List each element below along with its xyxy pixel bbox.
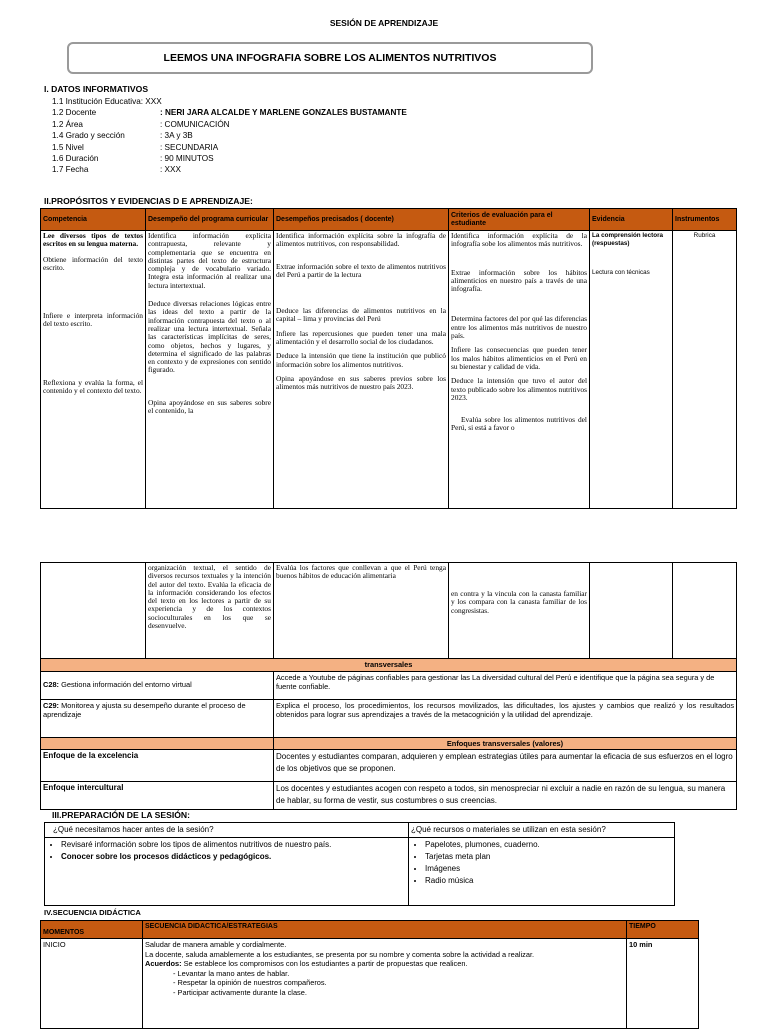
momento-cell: INICIO	[41, 939, 143, 1029]
table-row	[41, 699, 737, 737]
criterios-cell	[449, 563, 590, 659]
criterio-text: Evalúa sobre los alimentos nutritivos del Perú, si está a favor o	[451, 415, 587, 433]
desempeno-text: organización textual, el sentido de diversos recursos textuales y la intención del autor del texto. Evalúa la eficacia de la información considerando los efectos del texto en los lectores a partir de su experiencia y de los contextos socioculturales en los que se desenvuelve.	[148, 563, 271, 631]
competencia-cell	[41, 231, 146, 509]
datos-row	[52, 153, 552, 164]
table-header-row	[41, 209, 737, 231]
criterios-cell	[449, 231, 590, 509]
evidencia-cell	[590, 563, 673, 659]
datos-label: 1.4 Grado y sección	[52, 131, 125, 141]
table-row	[41, 750, 737, 782]
list-item: • Tarjetas meta plan	[425, 851, 672, 863]
preparacion-heading: III.PREPARACIÓN DE LA SESIÓN:	[52, 810, 190, 820]
header-instrumentos: Instrumentos	[673, 209, 737, 231]
desempeno-programa-cell	[146, 231, 274, 509]
desempeno-text: Deduce diversas relaciones lógicas entre las ideas del texto a partir de la información contrapuesta del texto o al realizar una lectura intertextual. Señala las características implícitas de seres, como objetos, hechos y lugares, y determina el significado de las palabras en contexto y de expresiones con sentido figurado.	[148, 299, 271, 375]
competencia-item: Infiere e interpreta información del texto escrito.	[43, 311, 143, 329]
datos-row	[52, 164, 552, 175]
enfoques-heading: Enfoques transversales (valores)	[274, 737, 737, 750]
datos-row	[52, 107, 552, 118]
list-item: - Levantar la mano antes de hablar.	[173, 969, 624, 979]
transversales-heading: transversales	[41, 659, 737, 672]
criterio-text: Identifica información explícita de la infografía sobe los alimentos más nutritivos.	[451, 231, 587, 249]
datos-value: : NERI JARA ALCALDE Y MARLENE GONZALES BUSTAMANTE	[160, 108, 407, 118]
list-item: • Conocer sobre los procesos didácticos y pedagógicos.	[61, 851, 406, 863]
enfoque-label: Enfoque de la excelencia	[41, 750, 274, 782]
datos-row	[52, 142, 552, 153]
evidencia-cell	[590, 231, 673, 509]
propositos-heading: II.PROPÓSITOS Y EVIDENCIAS D E APRENDIZAJE:	[44, 196, 253, 206]
datos-label: 1.2 Área	[52, 119, 83, 129]
criterio-text: Deduce la intensión que tuvo el autor del texto publicado sobre los alimentos nutritivos 2023.	[451, 376, 587, 402]
table-row	[41, 671, 737, 699]
acuerdos-label: Acuerdos:	[145, 959, 182, 968]
secuencia-cell	[143, 939, 627, 1029]
competencia-item: Obtiene información del texto escrito.	[43, 254, 143, 272]
desempeno-text: Identifica información explícita contrapuesta, relevante y complementaria que se encuentra en distintas partes del texto de estructura compleja y de vocabulario variado. Integra esta información al realizar una lectura intertextual.	[148, 231, 271, 290]
criterio-text: Extrae información sobre los hábitos alimenticios en nuestro país a través de una infografía.	[451, 267, 587, 294]
transversal-text: Accede a Youtube de páginas confiables para gestionar las La diversidad cultural del Perú e identifique que la página sea segura y de fuente confiable.	[274, 671, 737, 699]
datos-label: 1.7 Fecha	[52, 165, 89, 175]
list-item: • Papelotes, plumones, cuaderno.	[425, 839, 672, 851]
table-header-row	[41, 921, 699, 939]
header-competencia: Competencia	[41, 209, 146, 231]
list-item: - Respetar la opinión de nuestros compañeros.	[173, 978, 624, 988]
datos-value: : XXX	[160, 165, 181, 175]
before-list-cell	[45, 838, 409, 906]
instrumento-text: Rubrica	[693, 232, 716, 239]
desempeno-docente-cell	[274, 563, 449, 659]
datos-value: : SECUNDARIA	[160, 142, 219, 152]
header-momentos: MOMENTOS	[41, 921, 143, 939]
evidencia-text: Lectura con técnicas	[592, 268, 650, 276]
datos-row	[52, 96, 552, 107]
enfoque-label: Enfoque intercultural	[41, 782, 274, 810]
criterio-text: en contra y la vincula con la canasta familiar y los compara con la canasta familiar de los congresistas.	[451, 589, 587, 615]
competencia-code: C28:	[43, 680, 60, 690]
question-before: ¿Qué necesitamos hacer antes de la sesión?	[45, 823, 409, 838]
session-title: LEEMOS UNA INFOGRAFIA SOBRE LOS ALIMENTOS NUTRITIVOS	[163, 52, 497, 64]
document-title: SESIÓN DE APRENDIZAJE	[329, 18, 439, 28]
datos-value: : 3A y 3B	[160, 131, 193, 141]
desempeno-text: Opina apoyándose en sus saberes sobre el contenido, la	[148, 397, 271, 416]
datos-heading: I. DATOS INFORMATIVOS	[44, 84, 149, 94]
competencia-code: C29:	[43, 700, 60, 710]
datos-row	[52, 119, 552, 130]
header-desempeno-programa: Desempeño del programa curricular	[146, 209, 274, 231]
transversal-text: Explica el proceso, los procedimientos, los recursos movilizados, las dificultades, los ajustes y cambios que realizó y los resultados obtenidos para lograr sus aprendizajes a través de la metacognición y la utilidad del aprendizaje.	[274, 699, 737, 737]
secuencia-line: Saludar de manera amable y cordialmente.	[145, 940, 287, 949]
desempeno-docente-text: Opina apoyándose en sus saberes previos sobre los alimentos más nutritivos de nuestro país 2023.	[276, 373, 446, 392]
question-materials: ¿Qué recursos o materiales se utilizan en esta sesión?	[409, 823, 675, 838]
competencia-title: Lee diversos tipos de textos escritos en su lengua materna.	[43, 231, 143, 249]
competencia-transversal	[41, 671, 274, 699]
desempeno-docente-cell	[274, 231, 449, 509]
header-criterios: Criterios de evaluación para el estudiante	[449, 209, 590, 231]
table-row	[41, 939, 699, 1029]
secuencia-line: La docente, saluda amablemente a los estudiantes, se presenta por su nombre y comenta sobre la actividad a realizar.	[145, 949, 535, 959]
list-item: • Revisaré información sobre los tipos de alimentos nutritivos de nuestro país.	[61, 839, 406, 851]
desempeno-docente-text: Infiere las repercusiones que pueden tener una mala alimentación y el desarrollo social de los ciudadanos.	[276, 328, 446, 347]
header-tiempo: TIEMPO	[627, 921, 699, 939]
competencia-cell	[41, 563, 146, 659]
acuerdos-text: Se establece los compromisos con los estudiantes a partir de propuestas que realicen.	[181, 959, 468, 968]
datos-label: 1.5 Nivel	[52, 142, 84, 152]
acuerdos-line	[145, 959, 624, 969]
datos-value: : 90 MINUTOS	[160, 153, 214, 163]
competencia-transversal	[41, 699, 274, 737]
propositos-table-continued	[40, 562, 737, 659]
instrumentos-cell	[673, 231, 737, 509]
evidencia-text: La comprensión lectora (respuestas)	[592, 232, 664, 248]
criterio-text: Infiere las consecuencias que pueden tener los malos hábitos alimenticios en el Perú en su bienestar y calidad de vida.	[451, 345, 587, 371]
materials-list-cell	[409, 838, 675, 906]
list-item: • Radio música	[425, 875, 672, 887]
criterio-text: Determina factores del por qué las diferencias entre los alimentos más nutritivos de nuestro país.	[451, 314, 587, 341]
table-row	[41, 782, 737, 810]
desempeno-docente-text: Identifica información explícita sobre la infografía de alimentos nutritivos, con responsabilidad.	[276, 231, 446, 249]
desempeno-docente-text: Evalúa los factores que conllevan a que el Perú tenga buenos hábitos de educación alimentaria	[276, 563, 446, 581]
competencia-label: Gestiona información del entorno virtual	[61, 680, 192, 690]
enfoque-text: Docentes y estudiantes comparan, adquieren y emplean estrategias útiles para aumentar la eficacia de sus esfuerzos en el logro de los objetivos que se proponen.	[274, 750, 737, 782]
preparacion-table	[44, 822, 675, 906]
enfoque-text: Los docentes y estudiantes acogen con respeto a todos, sin menospreciar ni excluir a nadie en razón de su lengua, su manera de hablar, su forma de vestir, sus costumbres o sus creencias.	[274, 782, 737, 810]
header-desempeno-docente: Desempeños precisados ( docente)	[274, 209, 449, 231]
tiempo-cell: 10 min	[627, 939, 699, 1029]
datos-label: 1.2 Docente	[52, 108, 97, 118]
competencia-label: Monitorea y ajusta su desempeño durante el proceso de aprendizaje	[43, 700, 246, 719]
table-row	[41, 563, 737, 659]
desempeno-docente-text: Deduce la intensión que tiene la institución que publicó información sobre los alimentos nutritivos.	[276, 351, 446, 369]
datos-label: 1.1 Institución Educativa: XXX	[52, 97, 162, 106]
list-item: • Imágenes	[425, 863, 672, 875]
datos-value: : COMUNICACIÓN	[160, 119, 230, 129]
header-evidencia: Evidencia	[590, 209, 673, 231]
secuencia-heading: IV.SECUENCIA DIDÁCTICA	[44, 908, 141, 917]
list-item: - Participar activamente durante la clase.	[173, 988, 624, 998]
datos-list	[52, 96, 552, 176]
desempeno-docente-text: Deduce las diferencias de alimentos nutritivos en la capital – lima y provincias del Perú	[276, 306, 446, 324]
propositos-table	[40, 208, 737, 509]
header-secuencia: SECUENCIA DIDACTICA/ESTRATEGIAS	[143, 921, 627, 939]
table-row	[41, 231, 737, 509]
secuencia-table	[40, 920, 699, 1029]
competencia-item: Reflexiona y evalúa la forma, el contenido y el contexto del texto.	[43, 377, 143, 396]
desempeno-programa-cell	[146, 563, 274, 659]
desempeno-docente-text: Extrae información sobre el texto de alimentos nutritivos del Perú a partir de la lectura	[276, 261, 446, 279]
transversales-table	[40, 658, 737, 810]
enfoques-blank	[41, 737, 274, 750]
session-title-box	[67, 42, 593, 74]
instrumentos-cell	[673, 563, 737, 659]
datos-row	[52, 130, 552, 141]
datos-label: 1.6 Duración	[52, 153, 99, 163]
